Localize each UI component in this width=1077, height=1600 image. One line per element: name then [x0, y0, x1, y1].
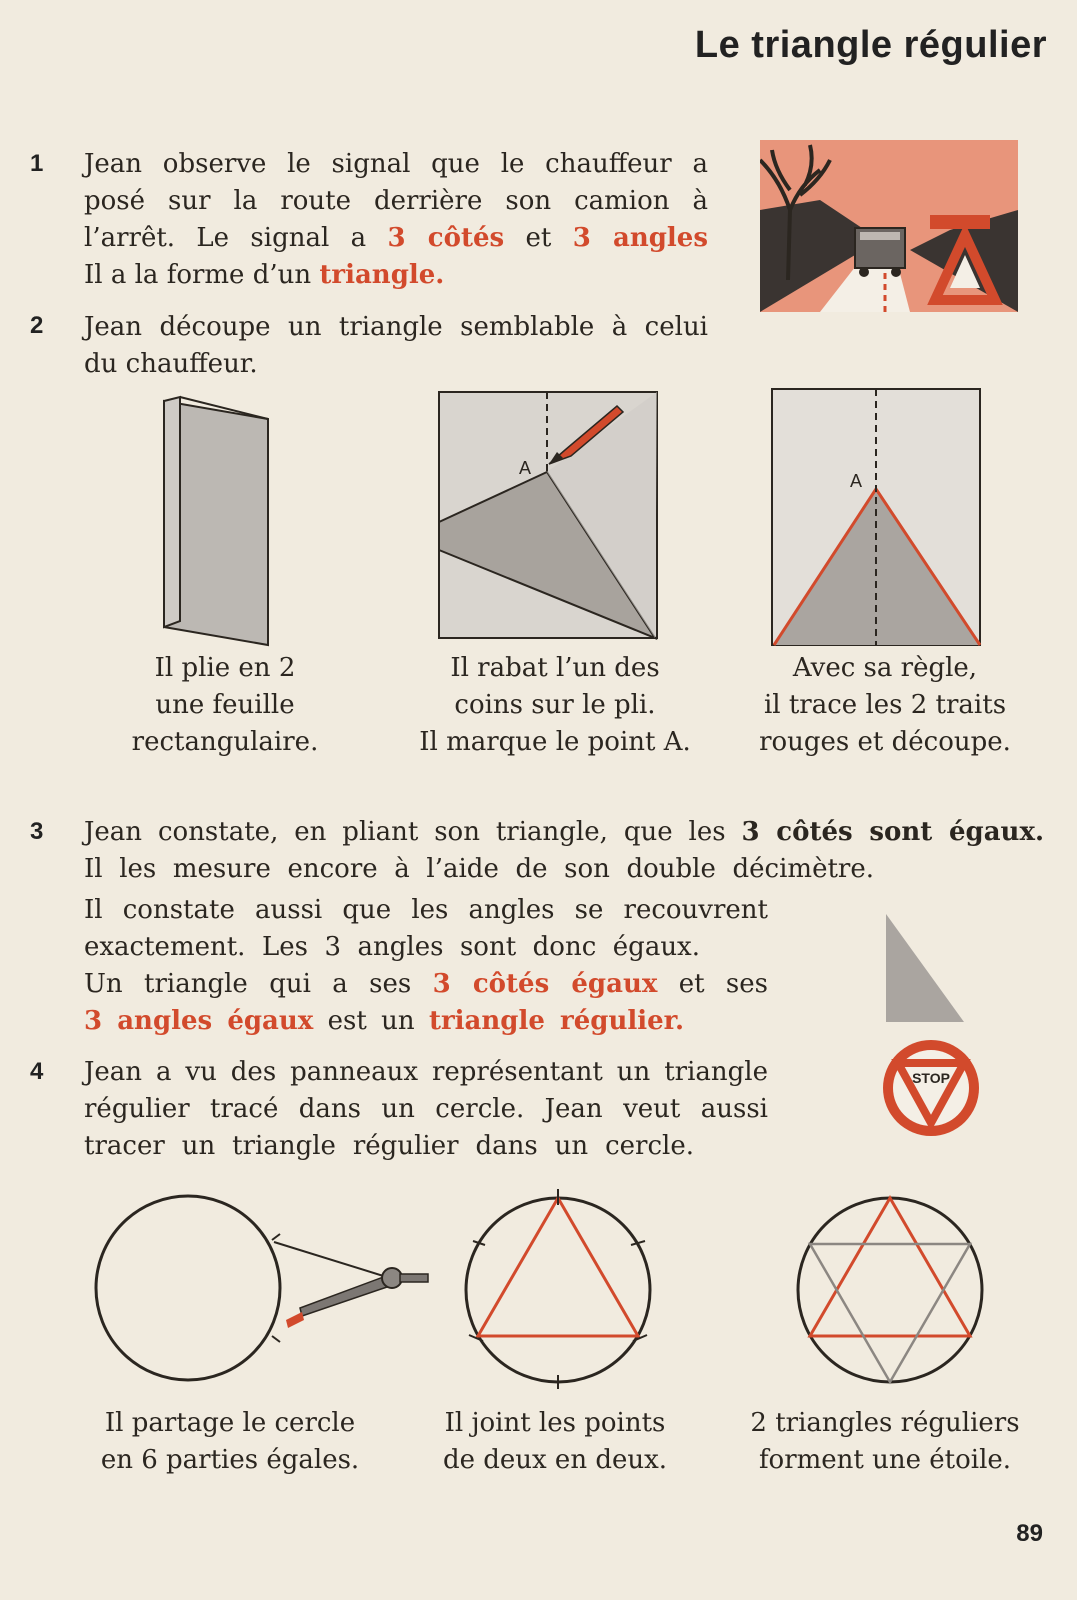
section3-line2: Il les mesure encore à l’aide de son double décimètre.: [84, 854, 874, 884]
section-number-1: 1: [30, 150, 44, 177]
highlight-3-angles: 3 angles: [572, 223, 708, 253]
highlight-3-cotes: 3 côtés: [387, 223, 505, 253]
caption-line: une feuille: [155, 690, 295, 720]
caption-line: rouges et découpe.: [759, 727, 1011, 757]
caption-line: Avec sa règle,: [792, 653, 978, 683]
section-number-3: 3: [30, 818, 44, 845]
stop-sign-text: STOP: [912, 1070, 950, 1086]
section1-line4: [84, 257, 708, 294]
grey-triangle-piece: [880, 910, 970, 1030]
caption-star: [725, 1405, 1045, 1479]
highlight-triangle-regulier: triangle régulier.: [428, 1006, 685, 1036]
page-title: Le triangle régulier: [694, 24, 1047, 66]
section4-line2: régulier tracé dans un cercle. Jean veut aussi: [84, 1094, 768, 1124]
caption-cut: [735, 650, 1035, 761]
highlight-3-cotes-egaux: 3 côtés égaux: [432, 969, 658, 999]
highlight-triangle: triangle.: [319, 260, 445, 290]
section4-line1: Jean a vu des panneaux représentant un triangle: [84, 1057, 768, 1087]
section3-p2-line2: exactement. Les 3 angles sont donc égaux.: [84, 932, 700, 962]
section2-line1: Jean découpe un triangle semblable à celui: [84, 312, 708, 342]
caption-line: en 6 parties égales.: [100, 1445, 360, 1475]
caption-compass: [60, 1405, 400, 1479]
section4-line3: tracer un triangle régulier dans un cercle.: [84, 1131, 694, 1161]
text-fragment: et: [504, 223, 573, 253]
text-fragment: l’arrêt. Le signal a: [84, 223, 388, 253]
section-number-2: 2: [30, 312, 44, 339]
text-fragment: Un triangle qui a ses: [84, 969, 433, 999]
road-warning-sign-illustration: [760, 140, 1018, 312]
caption-line: il trace les 2 traits: [763, 690, 1007, 720]
caption-line: Il joint les points: [444, 1408, 666, 1438]
circle-compass-figure: [90, 1190, 440, 1390]
circle-triangle-figure: [455, 1185, 665, 1395]
caption-line: de deux en deux.: [442, 1445, 668, 1475]
section2-text: [84, 309, 708, 383]
section1-line2: posé sur la route derrière son camion à: [84, 186, 708, 216]
caption-line: coins sur le pli.: [454, 690, 656, 720]
text-fragment: est un: [313, 1006, 429, 1036]
section2-line2: du chauffeur.: [84, 349, 258, 379]
section1-line3: [84, 220, 708, 257]
section3-p2-line1: Il constate aussi que les angles se recouvrent: [84, 895, 768, 925]
section3-p2-line3: [84, 966, 768, 1003]
caption-corner: [395, 650, 715, 761]
caption-line: Il partage le cercle: [104, 1408, 356, 1438]
fold-corner-figure: [437, 390, 662, 645]
section4-text: [84, 1054, 768, 1165]
caption-line: forment une étoile.: [758, 1445, 1012, 1475]
apex-a-label: A: [850, 471, 863, 491]
section3-p2-line4: [84, 1003, 684, 1040]
circle-star-figure: [790, 1190, 990, 1390]
stop-sign-illustration: [878, 1035, 984, 1141]
caption-triangle: [400, 1405, 710, 1479]
caption-fold: [110, 650, 340, 761]
cut-triangle-figure: [770, 387, 985, 652]
section1-line1: Jean observe le signal que le chauffeur a: [84, 149, 708, 179]
highlight-cotes-egaux: 3 côtés sont égaux.: [741, 817, 1044, 847]
section3-line1: [84, 814, 1044, 851]
folded-sheet-figure: [150, 395, 280, 655]
highlight-3-angles-egaux: 3 angles égaux: [84, 1006, 314, 1036]
caption-line: rectangulaire.: [131, 727, 319, 757]
point-a-label: A: [519, 458, 532, 478]
section1-text: [84, 146, 708, 294]
text-fragment: Il a la forme d’un: [84, 260, 320, 290]
section3-paragraph2: [84, 892, 768, 1040]
section3-text: [84, 814, 1044, 888]
text-fragment: Jean constate, en pliant son triangle, que les: [84, 817, 742, 847]
text-fragment: et ses: [657, 969, 768, 999]
caption-line: Il plie en 2: [154, 653, 296, 683]
section-number-4: 4: [30, 1058, 44, 1085]
caption-line: Il marque le point A.: [419, 727, 691, 757]
page-number: 89: [1016, 1520, 1043, 1547]
caption-line: 2 triangles réguliers: [750, 1408, 1020, 1438]
caption-line: Il rabat l’un des: [450, 653, 660, 683]
